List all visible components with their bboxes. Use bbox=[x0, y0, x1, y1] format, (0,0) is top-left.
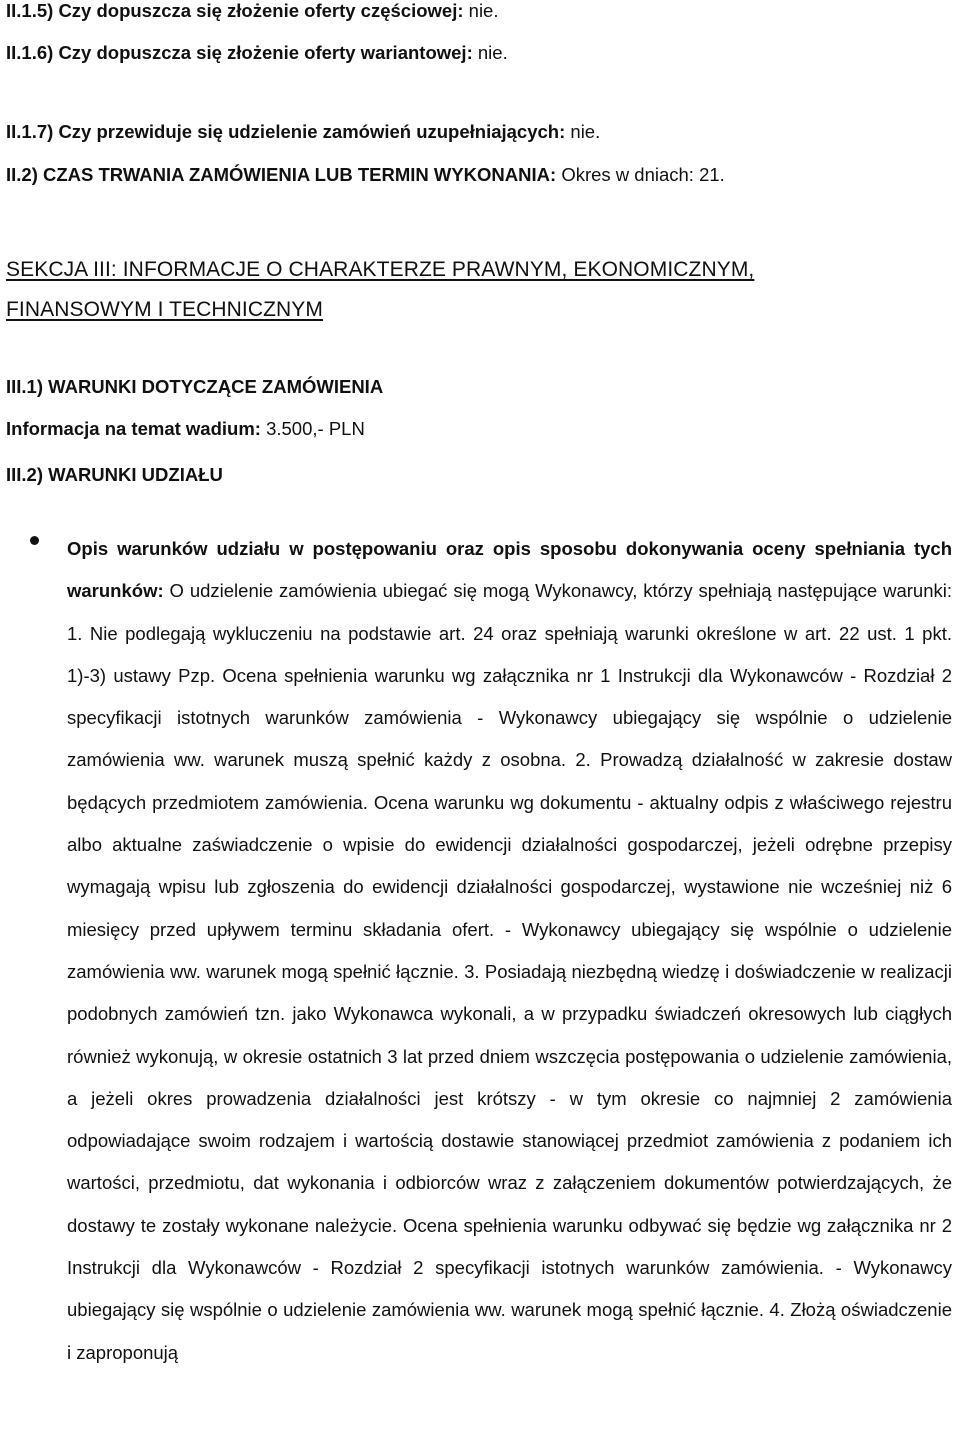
item-ii-1-7-label: II.1.7) Czy przewiduje się udzielenie zamówień uzupełniających: bbox=[6, 121, 566, 142]
conditions-text: O udzielenie zamówienia ubiegać się mogą Wykonawcy, którzy spełniają następujące warunki: 1. Nie podlegają wykluczeniu na podstawie art. 24 oraz spełniają warunki określone w art. 22 ust. 1 pkt. 1)-3) ustawy Pzp. Ocena spełnienia warunku wg załącznika nr 1 Instrukcji dla Wykonawców - Rozdział 2 specyfikacji istotnych warunków zamówienia - Wykonawcy ubiegający się wspólnie o udzielenie zamówienia ww. warunek muszą spełnić każdy z osobna. 2. Prowadzą działalność w zakresie dostaw będących przedmiotem zamówienia. Ocena warunku wg dokumentu - aktualny odpis z właściwego rejestru albo aktualne zaświadczenie o wpisie do ewidencji działalności gospodarczej, jeżeli odrębne przepisy wymagają wpisu lub zgłoszenia do ewidencji działalności gospodarczej, wystawione nie wcześniej niż 6 miesięcy przed upływem terminu składania ofert. - Wykonawcy ubiegający się wspólnie o udzielenie zamówienia ww. warunek mogą spełnić łącznie. 3. Posiadają niezbędną wiedzę i doświadczenie w realizacji podobnych zamówień tzn. jako Wykonawca wykonali, a w przypadku świadczeń okresowych lub ciągłych również wykonują, w okresie ostatnich 3 lat przed dniem wszczęcia postępowania o udzielenie zamówienia, a jeżeli okres prowadzenia działalności jest krótszy - w tym okresie co najmniej 2 zamówienia odpowiadające swoim rodzajem i wartością dostawie stanowiącej przedmiot zamówienia z podaniem ich wartości, przedmiotu, dat wykonania i odbiorców wraz z załączeniem dokumentów potwierdzających, że dostawy te zostały wykonane należycie. Ocena spełnienia warunku odbywać się będzie wg załącznika nr 2 Instrukcji dla Wykonawców - Rozdział 2 specyfikacji istotnych warunków zamówienia. - Wykonawcy ubiegający się wspólnie o udzielenie zamówienia ww. warunek mogą spełnić łącznie. 4. Złożą oświadczenie i zaproponują bbox=[67, 580, 952, 1363]
bullet-icon bbox=[30, 536, 39, 545]
item-ii-1-7-value: nie. bbox=[570, 121, 601, 142]
item-ii-1-6 bbox=[6, 42, 508, 64]
item-ii-2-label: II.2) CZAS TRWANIA ZAMÓWIENIA LUB TERMIN WYKONANIA: bbox=[6, 164, 557, 185]
item-ii-1-5-value: nie. bbox=[468, 0, 499, 21]
item-ii-1-7 bbox=[6, 121, 600, 143]
item-ii-1-5 bbox=[6, 0, 498, 22]
item-ii-1-6-value: nie. bbox=[477, 42, 508, 63]
item-ii-2-value: Okres w dniach: 21. bbox=[561, 164, 725, 185]
section-3-title-line-2: FINANSOWYM I TECHNICZNYM bbox=[6, 298, 324, 321]
conditions-paragraph bbox=[67, 528, 952, 1374]
item-ii-2 bbox=[6, 164, 725, 186]
conditions-label: Opis warunków udziału w postępowaniu oraz opis sposobu dokonywania oceny spełniania tych warunków: bbox=[67, 538, 952, 602]
wadium-value: 3.500,- PLN bbox=[266, 418, 365, 439]
wadium-label: Informacja na temat wadium: bbox=[6, 418, 261, 439]
item-ii-1-5-label: II.1.5) Czy dopuszcza się złożenie oferty częściowej: bbox=[6, 0, 464, 21]
section-3-title-line-1: SEKCJA III: INFORMACJE O CHARAKTERZE PRAWNYM, EKONOMICZNYM, bbox=[6, 258, 755, 281]
heading-iii-1: III.1) WARUNKI DOTYCZĄCE ZAMÓWIENIA bbox=[6, 376, 384, 397]
item-ii-1-6-label: II.1.6) Czy dopuszcza się złożenie oferty wariantowej: bbox=[6, 42, 473, 63]
heading-iii-2: III.2) WARUNKI UDZIAŁU bbox=[6, 464, 223, 485]
wadium-info bbox=[6, 418, 365, 440]
